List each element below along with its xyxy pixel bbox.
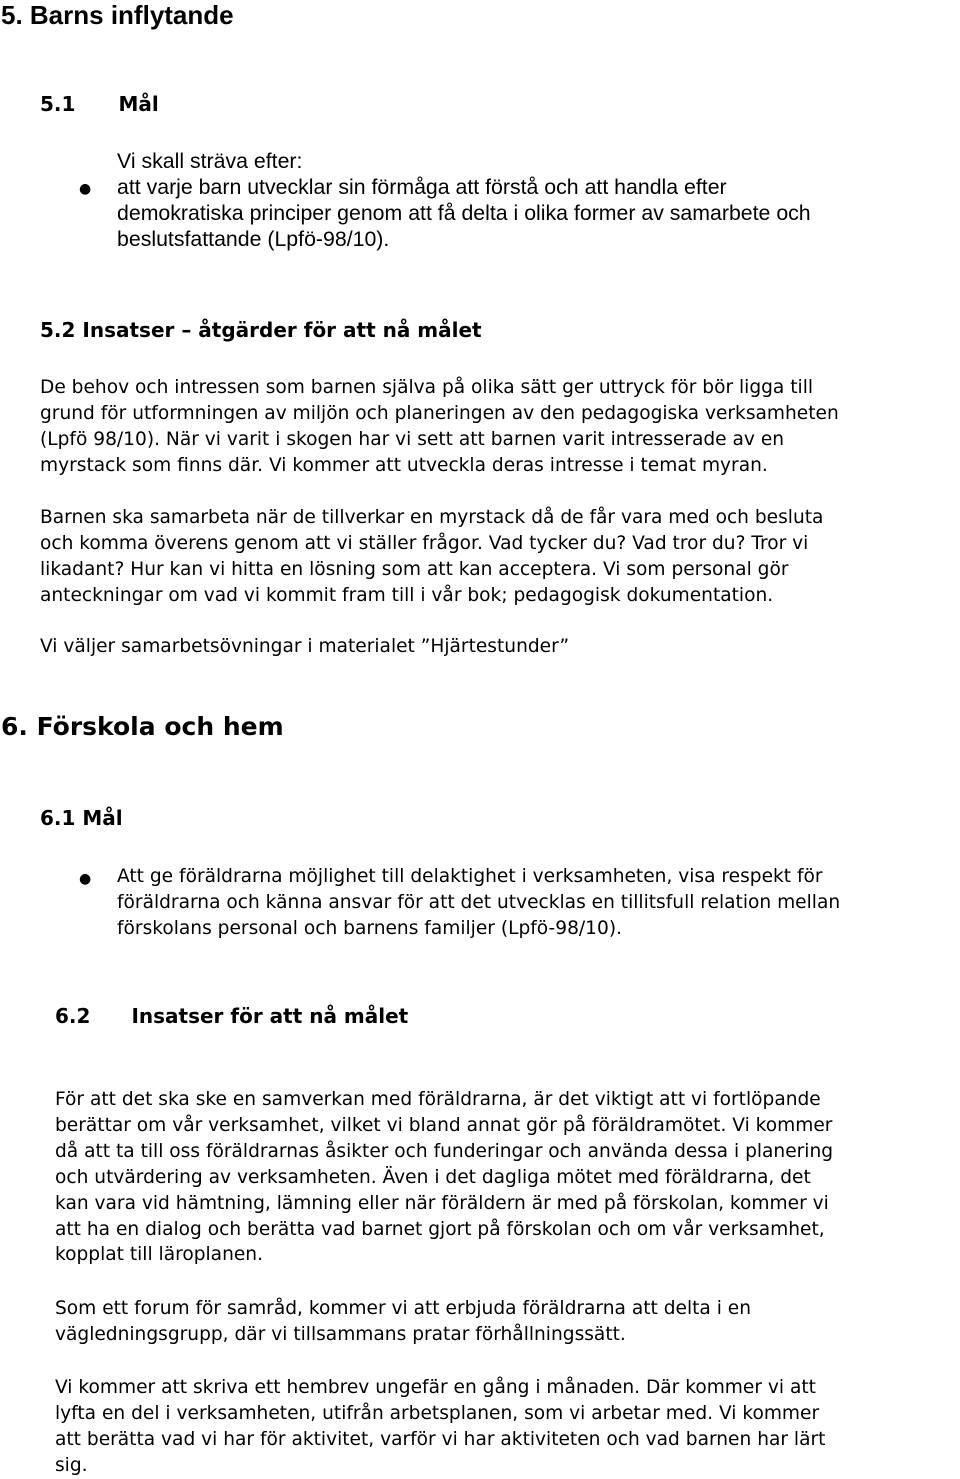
paragraph-5-2-a: [40, 375, 839, 479]
text-line: att berätta vad vi har för aktivitet, varför vi har aktiviteten och vad barnen har lärt: [55, 1428, 826, 1450]
text-line: föräldrarna och känna ansvar för att det utvecklas en tillitsfull relation mellan: [117, 892, 841, 913]
goal-bullet-text: [117, 174, 811, 252]
section-6-2-number: 6.2: [55, 1004, 91, 1028]
section-6-1-number: 6.1: [40, 806, 76, 830]
goal-6-bullet-text: [117, 864, 840, 942]
text-line: att varje barn utvecklar sin förmåga att förstå och att handla efter: [117, 175, 727, 199]
text-line: kopplat till läroplanen.: [55, 1244, 263, 1266]
text-line: Att ge föräldrarna möjlighet till delaktighet i verksamheten, visa respekt för: [117, 866, 823, 887]
section-5-2-number: 5.2: [40, 318, 76, 342]
bullet-icon: ●: [79, 871, 92, 887]
section-5-1-title: Mål: [118, 92, 159, 116]
paragraph-5-2-c: Vi väljer samarbetsövningar i materialet ”Hjärtestunder”: [40, 636, 570, 657]
text-line: Vi kommer att skriva ett hembrev ungefär en gång i månaden. Där kommer vi att: [55, 1377, 816, 1398]
section-5-1-number: 5.1: [40, 92, 76, 116]
text-line: sig.: [55, 1454, 88, 1476]
text-line: vägledningsgrupp, där vi tillsammans pratar förhållningssätt.: [55, 1323, 626, 1345]
text-line: grund för utformningen av miljön och planeringen av den pedagogiska verksamheten: [40, 403, 839, 424]
section-5-1-heading: [40, 91, 159, 117]
paragraph-6-2-b: [55, 1296, 751, 1348]
section-5-2-heading: [40, 317, 482, 343]
text-line: kan vara vid hämtning, lämning eller när föräldern är med på förskolan, kommer vi: [55, 1192, 829, 1214]
text-line: Barnen ska samarbeta när de tillverkar en myrstack då de får vara med och besluta: [40, 507, 824, 528]
text-line: myrstack som finns där. Vi kommer att utveckla deras intresse i temat myran.: [40, 455, 768, 476]
section-5-heading: 5. Barns inflytande: [1, 0, 234, 30]
text-line: och utvärdering av verksamheten. Även i det dagliga mötet med föräldrarna, det: [55, 1166, 811, 1188]
text-line: då att ta till oss föräldrarnas åsikter och funderingar och använda dessa i planering: [55, 1140, 834, 1162]
text-line: och komma överens genom att vi ställer frågor. Vad tycker du? Vad tror du? Tror vi: [40, 533, 809, 554]
section-6-heading: 6. Förskola och hem: [1, 712, 284, 741]
paragraph-6-2-a: [55, 1087, 833, 1268]
text-line: anteckningar om vad vi kommit fram till i vår bok; pedagogisk dokumentation.: [40, 585, 774, 606]
section-5-2-title: Insatser – åtgärder för att nå målet: [82, 318, 482, 342]
text-line: För att det ska ske en samverkan med föräldrarna, är det viktigt att vi fortlöpande: [55, 1089, 821, 1110]
text-line: Som ett forum för samråd, kommer vi att erbjuda föräldrarna att delta i en: [55, 1298, 752, 1319]
paragraph-5-2-b: [40, 505, 823, 609]
section-6-2-heading: [55, 1003, 408, 1029]
text-line: att ha en dialog och berätta vad barnet gjort på förskolan och om vår verksamhet,: [55, 1218, 825, 1240]
text-line: beslutsfattande (Lpfö-98/10).: [117, 227, 390, 251]
section-6-2-title: Insatser för att nå målet: [131, 1004, 409, 1028]
text-line: lyfta en del i verksamheten, utifrån arbetsplanen, som vi arbetar med. Vi kommer: [55, 1402, 820, 1424]
section-6-1-title: Mål: [82, 806, 123, 830]
goal-intro: Vi skall sträva efter:: [117, 149, 303, 173]
text-line: De behov och intressen som barnen själva på olika sätt ger uttryck för bör ligga till: [40, 377, 814, 398]
section-6-1-heading: [40, 805, 123, 831]
text-line: berättar om vår verksamhet, vilket vi bland annat gör på föräldramötet. Vi kommer: [55, 1114, 833, 1136]
paragraph-6-2-c: [55, 1375, 825, 1479]
text-line: demokratiska principer genom att få delta i olika former av samarbete och: [117, 201, 811, 225]
text-line: (Lpfö 98/10). När vi varit i skogen har vi sett att barnen varit intresserade av en: [40, 429, 785, 450]
text-line: förskolans personal och barnens familjer (Lpfö-98/10).: [117, 918, 622, 939]
bullet-icon: ●: [79, 181, 92, 197]
text-line: likadant? Hur kan vi hitta en lösning som att kan acceptera. Vi som personal gör: [40, 559, 789, 580]
